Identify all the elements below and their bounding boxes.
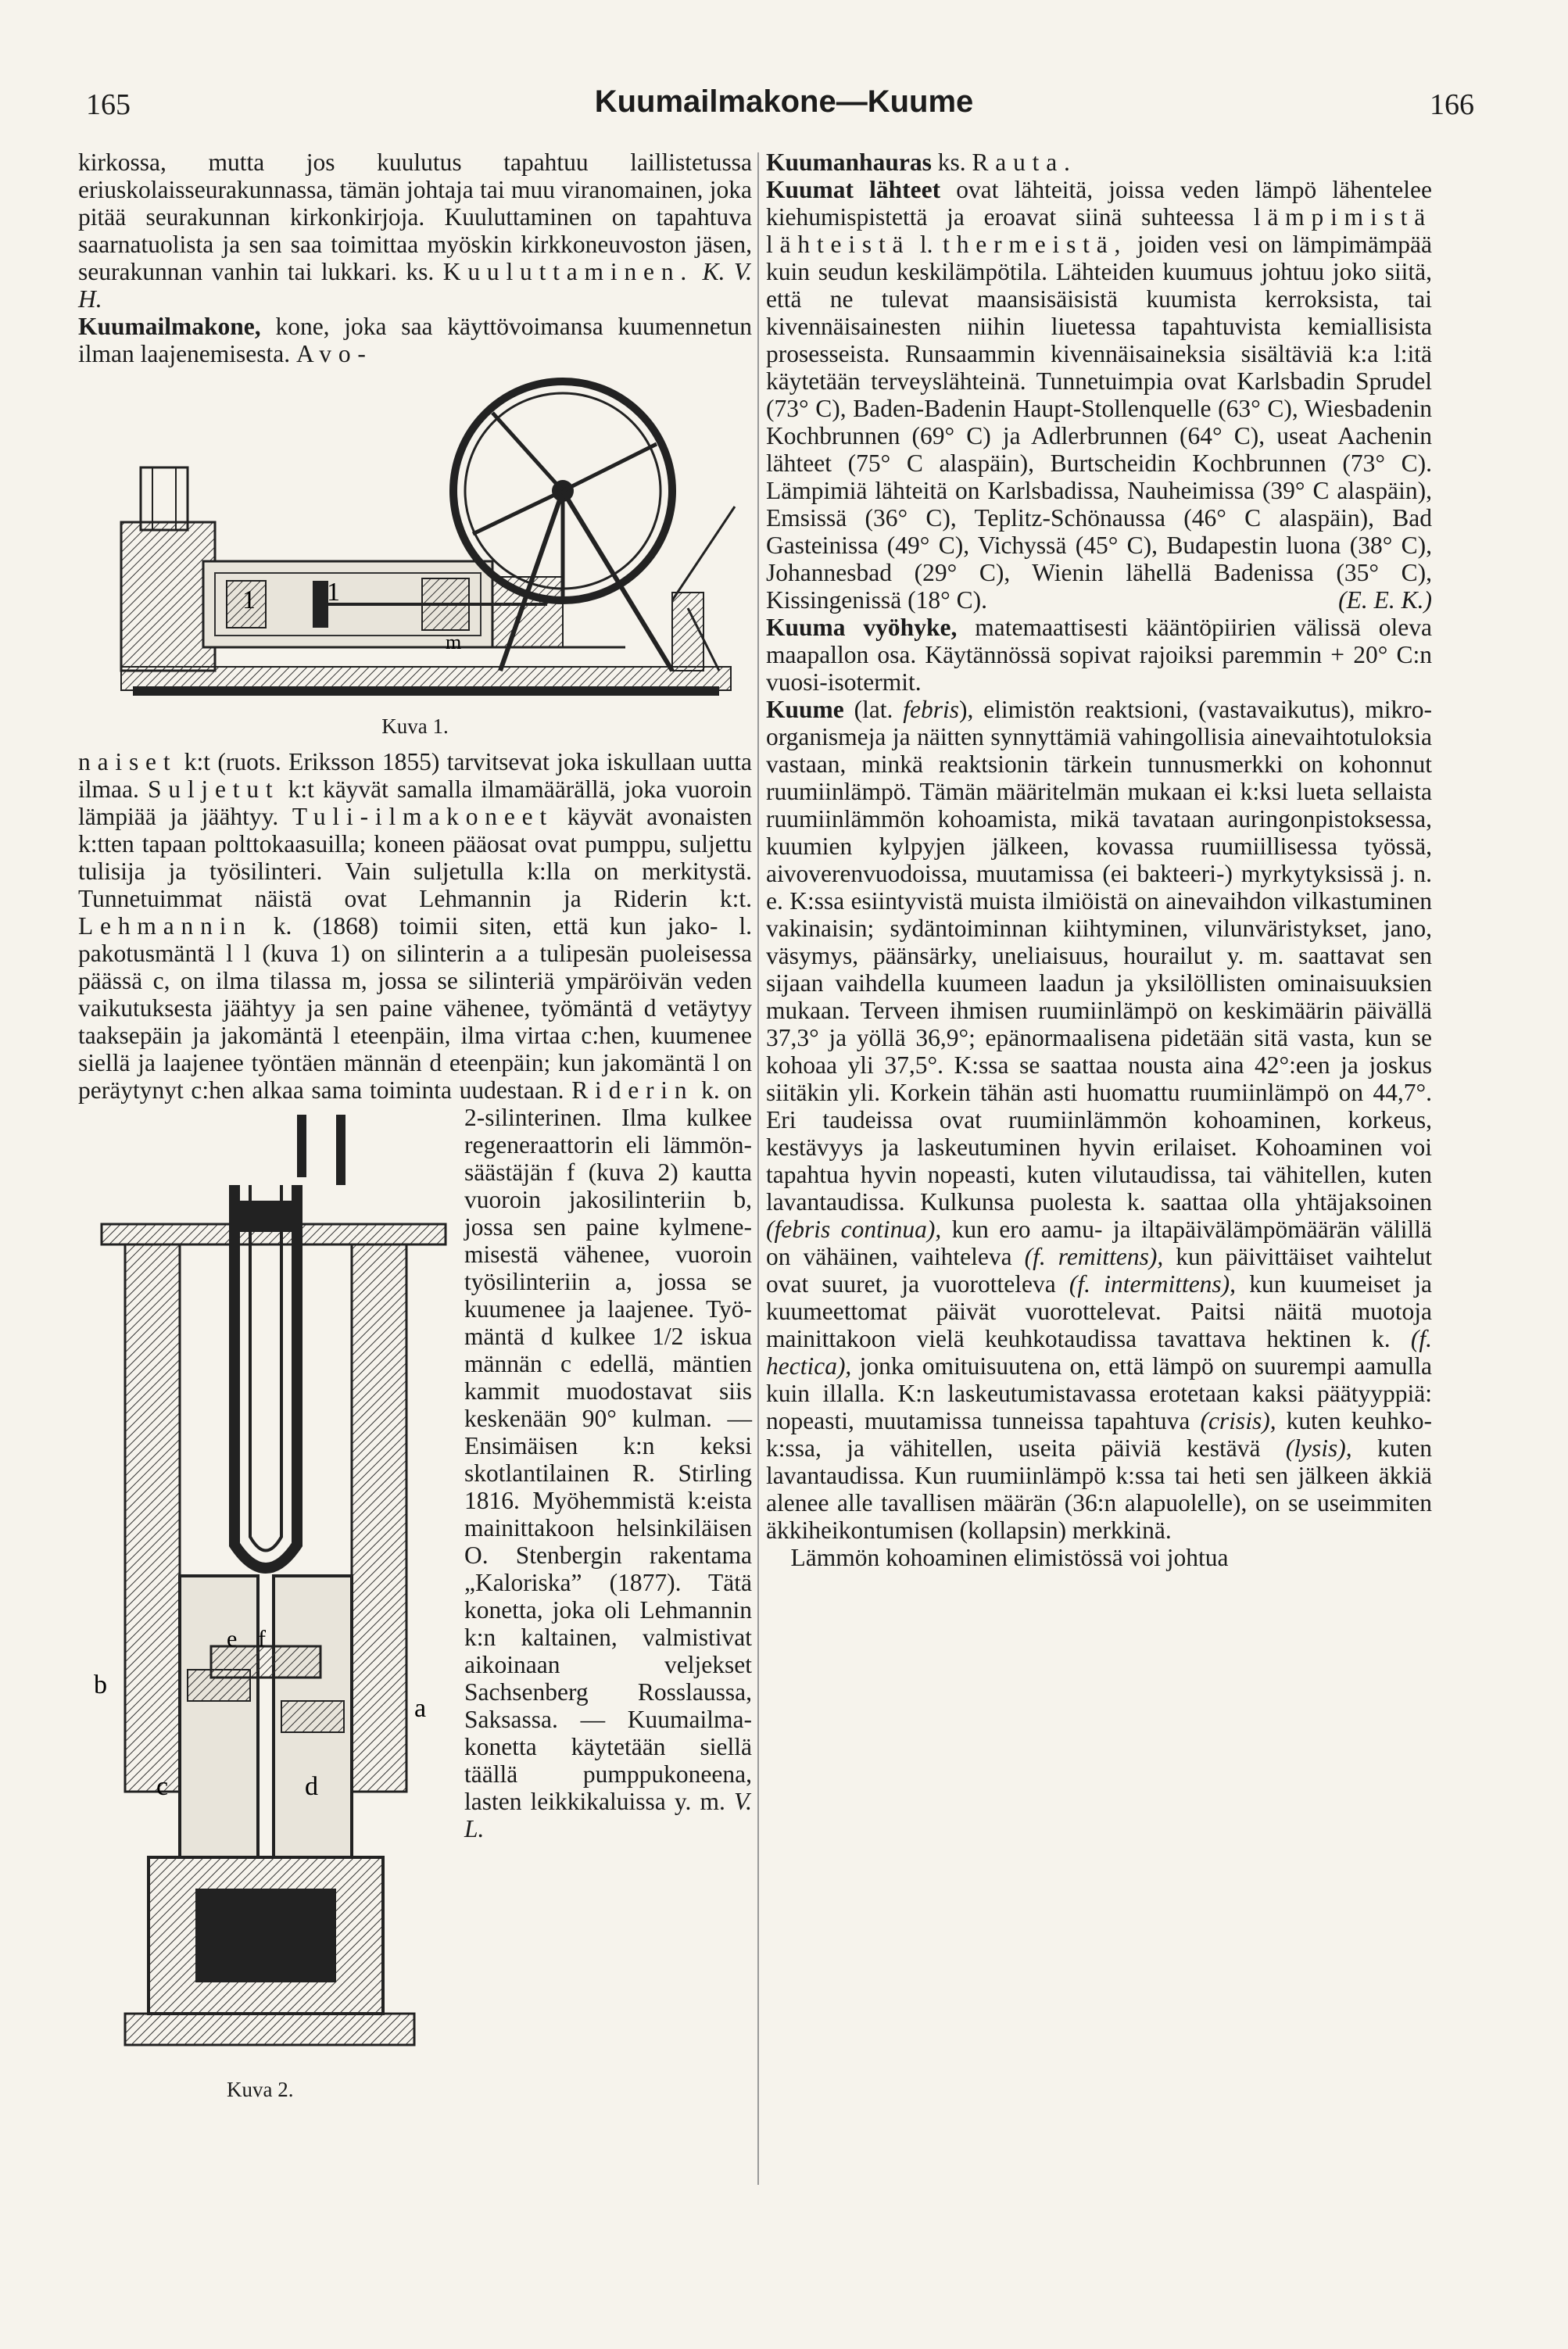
figure-1-lehmann-engine (78, 374, 752, 710)
cross-reference: Rauta. (972, 149, 1077, 176)
engine-illustration (78, 374, 752, 710)
left-column (78, 149, 752, 2123)
entry-kuumanhauras: Kuumanhauras ks. Rauta. (766, 149, 1077, 176)
entry-kuulutus-continuation: kirkossa, mutta jos kuulutus tapahtuu laillistetussa eriuskolaisseurakunnassa, tämän johtaja tai muu viranomainen, joka pitää seurakunnan kirkonkirjoja. Kuuluttaminen on tapahtuva saarnatuolista ja sen saa toimittaa myöskin kirkkoneuvoston jäsen, seurakunnan vanhin tai lukkari. ks. Kuuluttaminen. K. V. H. Kuumailmakone, kone, joka saa käyttövoimansa kuumennetun ilman laajenemisesta. Avo- (78, 149, 752, 367)
label-m: m (446, 631, 462, 653)
page-number-left: 165 (86, 88, 131, 121)
entry-headword: Kuumanhauras (766, 149, 932, 176)
running-head: Kuumailmakone—Kuume (594, 84, 974, 119)
figure-2-rider-engine (78, 1107, 453, 2123)
label-f: f (258, 1626, 266, 1652)
label-a: a (414, 1694, 427, 1723)
label-d: d (305, 1772, 318, 1801)
figure-2-caption: Kuva 2. (227, 2078, 294, 2101)
label-b: b (94, 1670, 107, 1699)
right-column (766, 149, 1432, 1571)
label-l: 1 (242, 585, 256, 614)
figure-1-caption: Kuva 1. (381, 714, 449, 738)
entry-headword: Kuumailmakone, (78, 313, 261, 340)
label-e: e (227, 1626, 238, 1652)
entry-kuuma-vyohyke: Kuuma vyöhyke, matemaattisesti kääntöpiirien välissä oleva maapallon osa. Käytännössä sopivat rajoiksi paremmin + 20° C:n vuosi-isotermit. (766, 614, 1432, 696)
column-divider (757, 152, 759, 2185)
entry-kuumailmakone-body: naiset k:t (ruots. Eriksson 1855) tarvitsevat joka iskullaan uutta ilmaa. Suljetut k:t käyvät samalla ilmamäärällä, joka vuoroin lämpiää ja jäähtyy. Tuli-ilmakoneet käyvät avonaisten k:tten tapaan polttokaasuilla; koneen pääosat ovat pumppu, suljettu tulisija ja työsilinteri. Vain suljetulla k:lla on merkitystä. Tunnetuimmat näistä ovat Lehmannin ja Riderin k:t. Lehmannin k. (1868) toimii siten, että kun jako- l. pakotusmäntä l l (kuva 1) on silinterin a a tulipesän puoleisessa päässä c, on ilma tilassa m, jossa se silinteriä ympäröivän veden vaikutuksesta jäähtyy ja sen paine vähenee, työmäntä d vetäytyy taaksepäin ja jakomäntä l eteenpäin, ilma virtaa c:hen, kuumenee siellä ja laajenee työntäen männän d eteenpäin; kun jakomäntä l on peräytynyt c:hen alkaa sama toiminta uudestaan. Riderin b a c d e f Kuva 2. k. on 2-silinterinen. Ilma kulkee regeneraattorin eli lämmönsäästäjän f (kuva 2) kautta vuoroin jakosilinteriin b, jossa sen paine kylmenemisestä vähenee, vuoroin työsilinteriin a, jossa se kuumenee ja laajenee. Työmäntä d kulkee 1/2 iskua männän c edellä, mäntien kammit muodostavat siis keskenään 90° kulman. — Ensimäisen k:n keksi skotlantilainen R. Stirling 1816. Myöhemmistä k:eista mainittakoon helsinkiläisen O. Stenbergin rakentama „Kaloriska” (1877). Tätä konetta, joka oli Lehmannin k:n kaltainen, valmistivat aikoinaan veljekset Sachsenberg Rosslaussa, Saksassa. — Kuumailmakonetta käytetään siellä täällä pumppukoneena, lasten leikkikaluissa y. m. V. L. (78, 748, 752, 1842)
label-c: c (156, 1772, 169, 1801)
rider-engine-illustration (78, 1107, 453, 2061)
entry-kuumat-lahteet: Kuumat lähteet ovat lähteitä, joissa veden lämpö lähentelee kiehumispistettä ja eroavat siinä suhteessa lämpimistä lähteistä l. thermeistä, joiden vesi on lämpimämpää kuin seudun keskilämpötila. Lähteiden kuumuus johtuu joko siitä, että ne tulevat maansisäisistä kuumista kerroksista, tai kivennäisainesten niihin liuetessa tapahtuvista kemiallisista prosesseista. Runsaammin kivennäisaineksia sisältäviä k:a l:itä käytetään terveyslähteinä. Tunnetuimpia ovat Karlsbadin Sprudel (73° C), Baden-Badenin Haupt-Stollenquelle (63° C), Wiesbadenin Kochbrunnen (69° C) ja Adlerbrunnen (64° C), useat Aachenin lähteet (75° C alaspäin), Burtscheidin Kochbrunnen (73° C). Lämpimiä lähteitä on Karlsbadissa, Nauheimissa (39° C alaspäin), Emsissä (36° C), Teplitz-Schönaussa (46° C alaspäin), Bad Gasteinissa (49° C), Vichyssä (45° C), Budapestin luona (38° C), Johannesbad (29° C), Wienin lähellä Badenissa (35° C), Kissingenissä (18° C). (E. E. K.) (766, 176, 1433, 614)
entry-kuume-continuation: Lämmön kohoaminen elimistössä voi johtua (790, 1544, 1229, 1571)
cross-reference: Kuuluttaminen. (442, 258, 694, 285)
entry-headword: Kuumat lähteet (766, 176, 941, 203)
entry-kuume: Kuume (lat. febris), elimistön reaktsioni, (vastavaikutus), mikro-organismeja ja näitten synnyttämiä vahingollisia ainevaihtotuloksia vastaan, minkä reaktsionin tärkein tunnusmerkki on kohonnut ruumiinlämpö. Tämän määritelmän mukaan ei k:ksi lueta sellaista ruumiinlämmön kohoamista, mikä tavataan auringonpistoksessa, kuumien kylpyjen jälkeen, kovassa ruumiillisessa työssä, aivoverenvuodoissa, muutamissa (ei bakteeri-) myrkytyksissä j. n. e. K:ssa esiintyvistä muista ilmiöistä on ainevaihdon vilkastuminen vakinaisin; sydäntoiminnan kiihtyminen, vilunväristykset, jano, väsymys, päänsärky, uneliaisuus, hourailut y. m. saattavat sen sijaan vaihdella kuumeen laadun ja yksilöllisten ominaisuuksien mukaan. Terveen ihmisen ruumiinlämpö on keskimäärin päivällä 37,3° ja yöllä 36,9°; epänormaalisena pidetään sitä vasta, kun se kohoaa yli 37,5°. K:ssa se saattaa nousta aina 42°:een ja joskus siitäkin yli. Korkein tähän asti huomattu ruumiinlämpö on 44,7°. Eri taudeissa ovat ruumiinlämmön kohoaminen, korkeus, kestävyys ja laskeutuminen hyvin erilaiset. Kohoaminen voi tapahtua hyvin nopeasti, kuten vilutaudissa, tai vähitellen, kuten lavantaudissa. Kulkunsa puolesta k. saattaa olla yhtäjaksoinen (febris continua), kun ero aamu- ja iltapäivälämpömäärän välillä on vähäinen, vaihteleva (f. remittens), kun päivittäiset vaihtelut ovat suuret, ja vuorotteleva (f. intermittens), kun kuumeiset ja kuumeettomat päivät vuorottelevat. Paitsi näitä muotoja mainittakoon vielä keuhkotaudissa tavattava hektinen k. (f. hectica), jonka omituisuutena on, että lämpö on suurempi aamulla kuin illalla. K:n laskeutumistavassa erotetaan kaksi päätyyppiä: nopeasti, muutamissa tunneissa tapahtuva (crisis), kuten keuhko-k:ssa, ja vähitellen, useita päiviä kestävä (lysis), kuten lavantaudissa. Kun ruumiinlämpö k:ssa tai heti sen jälkeen äkkiä alenee alle tavallisen määrän (36:n alapuolelle), on se useimmiten äkkiheikontumisen (kollapsin) merkkinä. (766, 696, 1433, 1544)
author-signature: (E. E. K.) (1338, 586, 1432, 614)
page-number-right: 166 (1430, 88, 1474, 121)
entry-headword: Kuuma vyöhyke, (766, 614, 958, 641)
author-signature: V. L. (464, 1788, 752, 1842)
entry-headword: Kuume (766, 696, 844, 723)
author-signature: K. V. H. (78, 258, 752, 313)
label-l-2: 1 (327, 578, 340, 607)
